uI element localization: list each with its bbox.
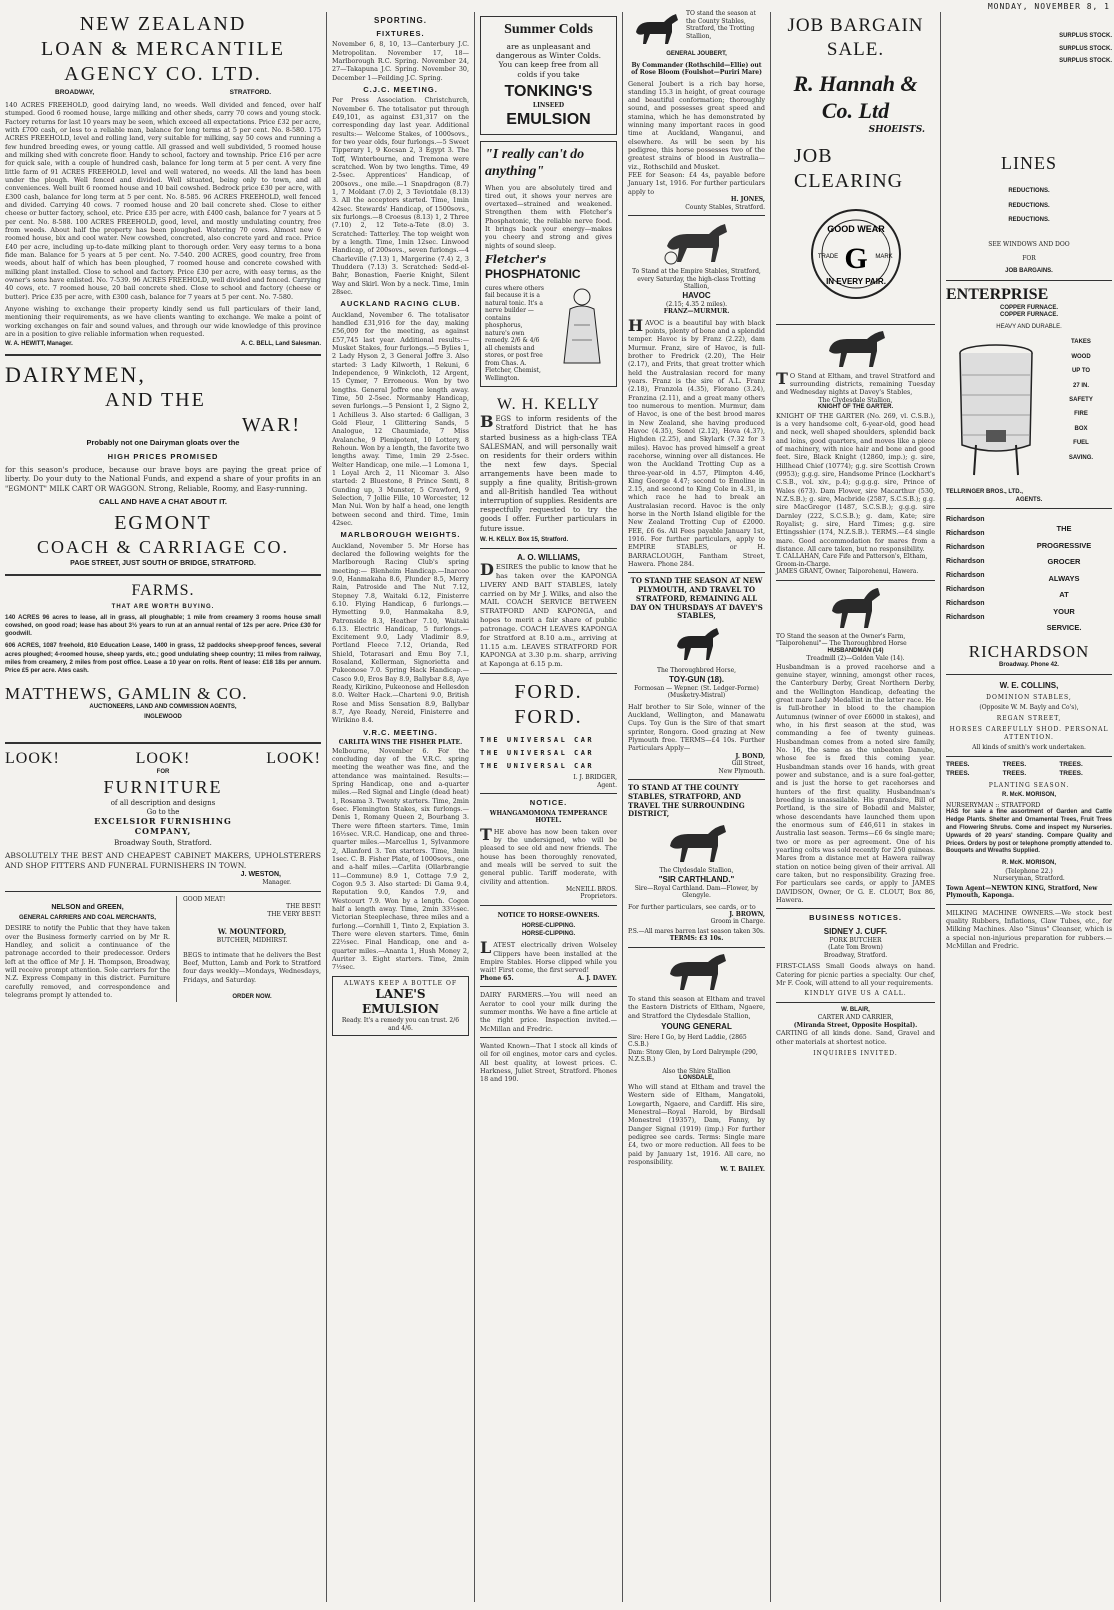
joubert-sig-2: County Stables, Stratford. — [685, 203, 765, 211]
whangamomona-sig: McNEILL BROS. — [565, 885, 617, 893]
stamp-mark: MARK — [874, 253, 893, 260]
vrc-heading: V.R.C. MEETING. — [363, 727, 438, 737]
trees-label: TREES. — [946, 769, 970, 777]
emulsion-title: EMULSION — [506, 110, 591, 128]
vrc-sub: CARLITA WINS THE FISHER PLATE. — [338, 739, 463, 747]
stamp-trade: TRADE — [817, 253, 838, 260]
phosphatonic-ad — [480, 141, 617, 388]
meat-name: W. MOUNTFORD, — [217, 927, 287, 937]
divider — [480, 793, 617, 794]
fixtures-heading: FIXTURES. — [376, 29, 425, 38]
dairymen-title-2: AND THE — [105, 389, 206, 412]
farms-listing-2: 606 ACRES, 1087 freehold, 810 Education Lease, 1400 in grass, 12 paddocks sheep-proof fences, several acres ploughed; 4-roomed house, sheep yards, etc.; good undulating sheep country; 11 miles from railway, miles from creamery, 2 miles from post office. Lease a 10 year on rolls. Rent of lease: £18 18s per annum. Price £5 per acre. Ates cash. — [5, 642, 321, 674]
reductions-3: REDUCTIONS. — [1008, 217, 1050, 224]
hannah-logo: R. Hannah & Co. Ltd — [793, 70, 918, 123]
joubert-desc: General Joubert is a rich bay horse, standing 15.3 in height, of great courage and beautiful conformation; thoroughly sound, and possesses great speed and stamina, which he has demonstrated by winning many important races in good time at Auckland, Wanganui, and elsewhere. As will be seen by his pedigree, this horse possesses two of the greatest strains of blood in Australia—viz., Rothschild and Musket. — [628, 79, 765, 171]
joubert-name: GENERAL JOUBERT, — [666, 51, 727, 57]
furniture-sub-2: Go to the — [146, 807, 180, 816]
horse-icon — [628, 10, 683, 48]
phos-name-1: Fletcher's — [485, 253, 547, 267]
dairymen-call: CALL AND HAVE A CHAT ABOUT IT. — [98, 497, 228, 507]
richardson-list — [946, 513, 1016, 637]
richardson-address: Broadway. Phone 42. — [999, 662, 1059, 669]
hannah-sub: SHOEISTS. — [868, 124, 925, 135]
richardson-item: Richardson — [946, 572, 985, 580]
blair-address: (Miranda Street, Opposite Hospital). — [793, 1021, 918, 1029]
column-3 — [475, 4, 622, 1606]
divider — [5, 742, 321, 744]
enterprise-sub-1: COPPER FURNACE. — [999, 304, 1058, 311]
divider — [946, 904, 1112, 905]
farms-sub: THAT ARE WORTH BUYING. — [111, 603, 215, 610]
enterprise-feature: UP TO — [1071, 368, 1091, 375]
divider — [628, 947, 765, 948]
copper-furnace-icon — [946, 335, 1046, 485]
clearing-title: CLEARING — [794, 169, 904, 192]
divider — [946, 508, 1112, 509]
carthland-head: TO STAND AT THE COUNTY STABLES, STRATFORD, AND TRAVEL THE SURROUNDING DISTRICT, — [628, 783, 745, 819]
horse-owners-notice: NOTICE TO HORSE-OWNERS. — [497, 911, 600, 919]
divider — [628, 572, 765, 573]
husbandman-name: HUSBANDMAN (14) — [827, 647, 884, 654]
divider — [480, 905, 617, 906]
wanted-known-ad: Wanted Known—That I stock all kinds of oil for oil engines, motor cars and cycles. All best quality, at lowest prices. C. Harkness, Juliet Street, Stratford. Phones 18 and 190. — [480, 1041, 617, 1084]
morison-sub: NURSERYMAN :: STRATFORD — [946, 801, 1041, 809]
meat-head-1: GOOD MEAT! — [183, 895, 226, 903]
young-general-intro: To stand this season at Eltham and travel the Eastern Districts of Eltham, Ngaere, and Stratford the Clydesdale Stallion, — [628, 994, 765, 1020]
carthland-ps: P.S.—All mares barren last season taken 30s. — [628, 927, 765, 935]
enterprise-side — [1050, 335, 1112, 485]
divider — [946, 674, 1112, 675]
cjc-body: Per Press Association. Christchurch, November 6. The totalisator put through £49,101, as against £31,317 on the corresponding day last year. Additional results:— Welcome Stakes, of 1000sovs., for two year olds, four furlongs.—5 Sweet Tipperary 1, 9 Kocsan 2, 3 Egypt 3. The Toff, Winterbourne, and Tremona were scratched. Won by two lengths. Time, 49 2-5sec. Apprentices' Handicap, of 200sovs., one mile.—1 Snapdragon (8.7) 1, 7 Moldant (7.0) 2, 3 Teviotdale (8.13) 3. All the acceptors started. Time, 1min 42sec. Stewards' Handicap, of 1500sovs., six furlongs.—8 Croesus (8.13) 1, 2 Three (7.10) 2, 12 Tete-a-Tete (8.0) 3. Scratched: Tatterley. The top weight won by a length. Time, 1min 12sec. Linwood Handicap, of 200sovs., seven furlongs.—4 Charleville (7.13) 1, Margerine (7.4) 2, 3 Thuddera (7.13) 3. Scratched: Sedd-el-Bahr, Bonastion, Faerie Knight, Silent Way and Skirl. Won by a neck. Time, 1min 28sec. — [332, 96, 469, 296]
young-general-sire: Sire: Here I Go, by Herd Laddie, (2865 C.S.B.) — [628, 1033, 747, 1049]
carthland-terms: TERMS: £3 10s. — [669, 935, 724, 943]
look-2: LOOK! — [135, 749, 191, 767]
lonsdale-intro: Also the Shire Stallion — [662, 1067, 731, 1075]
morison-body: HAS for sale a fine assortment of Garden and Cattle Hedge Plants. Shelter and Ornamental Trees, Fruit Trees and Flowering Shrubs. Come and inspect my Nurseries. Upwards of 20 years' standing. Compare Quality and Prices. Orders by post or telephone promptly attended to. Bouquets and Wreaths Supplied. — [946, 809, 1112, 855]
notice-heading: NOTICE. — [529, 798, 568, 808]
joubert-top — [628, 10, 765, 48]
toycun-body: Half brother to Sir Sole, winner of the Auckland, Wellington, and Manawatu Cups. Toy Gun is the Sire of that smart sprinter, Rongora. Good grazing at New Plymouth free. TERMS—£4 10s. Further Particulars Apply— — [628, 702, 765, 753]
masthead-date: MONDAY, NOVEMBER 8, 1 — [987, 2, 1110, 11]
blair-sub: CARTER AND CARRIER, — [817, 1014, 894, 1022]
column-5 — [771, 4, 940, 1606]
see-windows: SEE WINDOWS AND DOO — [988, 241, 1070, 249]
enterprise-feature: FIRE — [1074, 411, 1088, 418]
divider — [480, 673, 617, 674]
carthland-sig-2: Groom in Charge. — [710, 918, 765, 926]
carthland-body: For further particulars, see cards, or to — [628, 902, 756, 911]
toycun-pedigree: Formosan — Wepner. (St. Ledger-Forme) (Musketry-Mistral) — [634, 684, 759, 700]
enterprise-feature: BOX — [1074, 425, 1088, 432]
divider — [480, 1037, 617, 1038]
meat-ad — [183, 896, 321, 1002]
job-bargain-sale: SALE. — [826, 38, 885, 60]
trees-label: TREES. — [1059, 769, 1083, 777]
enterprise-sig: TELLRINGER BROS., LTD., — [946, 489, 1023, 496]
husbandman-body: Husbandman is a proved racehorse and a genuine stayer, winning, amongst other races, the Canterbury Derby, Great Northern Derby, and the Wellington Handicap, defeating the great mare Lady Medallist in the latter race. He is full-brother in blood to the champion Autumnus (winner of over £6000 in stakes), and who, in his first season at the stud, was commanding a fee of twenty guineas. Husbandman comes from a noted sire family, No. 16, the same as the unbeaten Danube, whose fee is fixed this coming year. Husbandman stands over 16 hands, with great power and substance, and is a sure foal-getter, and is just the horse to get racehorses and hunters of the first quality. Husbandman's breeding is unassailable. His grandsire, Bill of Portland, is the sire of Bobadil and Malster, whose descendants have launched them upon the enormous sum of £46,611 in stakes in Australia last season. Terms—£6 6s single mare; two or more as per agreement. One of his yearling colts was sold recently for 250 guineas. Mares from a distance met at Hawera railway station on notice being given of their arrival. All care taken, but no responsibility. Grazing free. For particulars see cards, or apply to JAMES DAVIDSON, Owner, Or G. E. CLOUT, Box 86, Hawera. — [776, 662, 935, 904]
nz-loan-signatures — [5, 341, 321, 349]
richardson-slogan: THE — [1056, 524, 1072, 534]
trees-label: TREES. — [1059, 760, 1083, 768]
nz-loan-location — [5, 87, 321, 101]
enterprise-sub-3: HEAVY AND DURABLE. — [996, 323, 1062, 330]
richardson-slogan: GROCER — [1047, 557, 1081, 567]
blair-inquiries: INQUIRIES INVITED. — [813, 1049, 898, 1057]
surplus-2: SURPLUS STOCK. — [1059, 45, 1112, 52]
marlborough-heading: MARLBOROUGH WEIGHTS. — [340, 530, 461, 540]
clipping-1: HORSE-CLIPPING. — [521, 923, 576, 930]
sporting-heading: SPORTING. — [373, 16, 427, 25]
colds-body: are as unpleasant and dangerous as Winter Colds. You can keep free from all colds if you take — [495, 41, 602, 79]
morison-name-2: R. McK. MORISON, — [1001, 860, 1056, 867]
dairymen-sub: Probably not one Dairyman gloats over the — [86, 438, 240, 448]
meat-order: ORDER NOW. — [232, 994, 272, 1001]
cuff-late: (Late Tom Brown) — [828, 944, 883, 952]
kelly-title: W. H. KELLY — [496, 396, 600, 414]
lanes-title: LANE'S EMULSION — [361, 987, 440, 1016]
ford-1: FORD. — [514, 681, 583, 704]
matthews-title: MATTHEWS, GAMLIN & CO. — [5, 683, 248, 703]
marlborough-body: Auckland, November 5. Mr Horse has declared the following weights for the Marlborough Racing Club's spring meeting:— Blenheim Handicap.—Inarcoo 9.0, Hanmakaha 8.6, Plunder 8.5, Merry Rain, Patroside and The Nut 7.12, Stepney 7.8, Waitaki 6.12, Finisterre 6.10. Flying Handicap, 6 furlongs.—Hymetting 9.0, Hanmakaha 8.9, Patronside 8.3, Heather 7.10, Waitaki 6.13. Electric Handicap, 5 furlongs.—Excitement 9.0, Lady Vladimir 8.9, Portland Fleece 7.12, Orianda, Red Shield, Totarasari and Emu Boy 7.1, Rosaland, Kellerman, Signorietta and Pukeonose 7.0. Spring Hack Handicap.—Casco 9.0, Eros Bay 8.9, Ballybar 8.8, Aye Ready, Kirikino, Pukeonose and Hellesdon 8.0. Welter Hack.—Charteni 9.0, British Rose and Miss Sensation 8.9, Ballybar 8.7, Aye Ready, Nereid, Finisterre and Wirikino 8.4. — [332, 541, 469, 725]
young-general-name: YOUNG GENERAL — [661, 1021, 732, 1031]
reductions-1: REDUCTIONS. — [1008, 188, 1050, 195]
enterprise-sub-2: COPPER FURNACE. — [999, 312, 1058, 319]
enterprise-feature: TAKES — [1071, 339, 1091, 346]
cjc-heading: C.J.C. MEETING. — [363, 85, 438, 95]
knight-horse-icon — [821, 329, 891, 369]
enterprise-feature: 27 IN. — [1072, 382, 1089, 389]
divider — [480, 548, 617, 549]
knight-sig: T. CALLAHAN, Care Fife and Patterson's, Eltham, Groom-in-Charge. — [776, 553, 928, 568]
lanes-emulsion-ad — [332, 976, 469, 1037]
universal-car-2: THE UNIVERSAL CAR — [480, 748, 595, 757]
furniture-body: ABSOLUTELY THE BEST AND CHEAPEST CABINET MAKERS, UPHOLSTERERS AND SHOP FITTERS AND FUNERAL FURNISHERS IN TOWN. — [5, 851, 321, 870]
job-title: JOB — [794, 144, 833, 167]
egmont-title: EGMONT — [114, 511, 212, 534]
arc-heading: AUCKLAND RACING CLUB. — [340, 299, 461, 309]
clipping-sig-row — [480, 975, 617, 983]
furniture-title: FURNITURE — [103, 777, 223, 798]
dairymen-title: DAIRYMEN, — [5, 361, 146, 387]
divider — [776, 908, 935, 909]
toycun-sig: J. BOND, — [735, 752, 765, 760]
planting-season: PLANTING SEASON. — [988, 781, 1070, 789]
fixtures-body: November 6, 8, 10, 13—Canterbury J.C. Metropolitan. November 17, 18—Marlborough R.C. Spring. November 24, 27—Takapuna J.C. Spring. November 30, December 1—Feilding J.C. Spring. — [332, 40, 469, 82]
blair-name: W. BLAIR, — [841, 1006, 870, 1013]
richardson-slogan: AT — [1059, 590, 1069, 600]
enterprise-body — [946, 335, 1112, 485]
kelly-body: BEGS to inform residents of the Stratford District that he has started business as a high-class TEA SALESMAN, and will personally wait on residents for their orders within the next few days. Special arrangements have been made to supply a fine quality, British-grown and all-British handled Tea without interruption of supplies. Residents are respectfully requested to try the goods I offer. Further particulars in future issue. — [480, 412, 617, 533]
richardson-slogan: PROGRESSIVE — [1036, 540, 1092, 550]
look-3: LOOK! — [266, 749, 321, 767]
column-1 — [0, 4, 326, 1606]
farms-listing-1: 140 ACRES 96 acres to lease, all in grass, all ploughable; 1 mile from creamery 3 rooms house small cowshed, on good road; lease has about 3½ years to run at an annual rental of 12s per acre. Price £30 for goodwill. — [5, 614, 321, 638]
richardson-block — [946, 513, 1112, 637]
joubert-fee: FEE for Season: £4 4s, payable before January 1st, 1916. For further particulars apply to — [628, 171, 765, 196]
enterprise-sig-2: AGENTS. — [1015, 496, 1043, 503]
furniture-sig-2: Manager. — [262, 879, 291, 887]
good-wear-trademark-icon — [806, 204, 906, 304]
richardson-title: RICHARDSON — [968, 641, 1090, 661]
divider — [5, 891, 321, 892]
ford-2: FORD. — [514, 706, 583, 729]
richardson-side — [1016, 513, 1112, 637]
richardson-slogan: YOUR — [1053, 606, 1075, 616]
phos-tag: cures where others fail because it is a natural tonic. It's a nerve builder — contains phosphorus, nature's own remedy. 2/6 & 4/6 all chemists and stores, or post free from Chas. A. Fletcher, Chemist, Wellington. — [485, 284, 544, 382]
egmont-title-2: COACH & CARRIAGE CO. — [36, 536, 290, 557]
havoc-name: HAVOC — [682, 290, 711, 300]
toycun-sig-3: New Plymouth. — [718, 767, 765, 775]
thoroughbred-horse-icon — [669, 624, 724, 664]
trees-label: TREES. — [1002, 760, 1027, 768]
richardson-item: Richardson — [946, 558, 985, 566]
clydesdale-horse-icon — [662, 822, 732, 864]
nelson-title: NELSON and GREEN, — [51, 903, 124, 911]
reductions-2: REDUCTIONS. — [1008, 202, 1050, 209]
bottom-ads-row — [5, 896, 321, 1002]
kelly-sig: W. H. KELLY. Box 15, Stratford. — [480, 536, 569, 543]
knight-intro: TO Stand at Eltham, and travel Stratford and surrounding districts, remaining Tuesday and Wednesday nights at Davey's Stables, — [776, 368, 935, 397]
column-2 — [327, 4, 474, 1606]
trotting-horse-icon — [657, 220, 737, 265]
whangamomona-body: THE above has now been taken over by the undersigned, who will be pleased to see old and new friends. The house has been thoroughly renovated, and meals will be served to suit the general public. Tariff moderate, with civility and attention. — [480, 824, 617, 886]
look-for: FOR — [156, 768, 170, 775]
trees-label: TREES. — [946, 760, 970, 768]
husbandman-pedigree: Treadmill (2)—Golden Vale (14). — [806, 655, 905, 663]
tonking-title: TONKING'S — [504, 83, 593, 100]
phos-quote: "I really can't do anything" — [485, 146, 585, 179]
for-label: FOR — [1022, 254, 1036, 262]
dairy-farmers-ad: DAIRY FARMERS.—You will need an Aerator to cool your milk during the summer months. We have a fine article at the right price. Inspection invited.—McMillan and Fredric. — [480, 991, 617, 1033]
nelson-sub: GENERAL CARRIERS AND COAL MERCHANTS, — [19, 914, 156, 921]
nz-loan-loc-left: BROADWAY, — [55, 89, 95, 96]
toycun-name: TOY-GUN (18). — [669, 674, 724, 684]
collins-sub: DOMINION STABLES, — [986, 693, 1072, 701]
joubert-pedigree: By Commander (Rothschild—Ellie) out of Rose Bloom (Foulshot—Puriri Mare) — [631, 61, 762, 76]
linseed: LINSEED — [532, 102, 565, 109]
milking-machine-ad: MILKING MACHINE OWNERS.—We stock best quality Rubbers, Inflations, Claw Tubes, etc., for Milking Machines. Also "Sinus" Cleanser, which is a special non-injurious preparation for rubbers.—McMillan and Fredric. — [946, 908, 1112, 951]
nz-loan-title-3: AGENCY CO. LTD. — [64, 63, 262, 85]
meat-head-2: THE BEST! — [286, 903, 321, 911]
enterprise-feature: WOOD — [1071, 353, 1091, 360]
enterprise-feature: FUEL — [1073, 440, 1089, 447]
williams-title: A. O. WILLIAMS, — [517, 553, 580, 563]
collins-street: REGAN STREET, — [996, 714, 1062, 722]
colds-title: Summer Colds — [504, 22, 593, 37]
look-1: LOOK! — [5, 749, 60, 767]
nz-loan-loc-right: STRATFORD. — [229, 89, 271, 96]
morison-agent: Town Agent—NEWTON KING, Stratford, New Plymouth, Kaponga. — [946, 884, 1098, 900]
furniture-company-2: COMPANY, — [134, 826, 192, 837]
toycun-sig-2: Gill Street, — [731, 760, 765, 768]
havoc-by: FRANZ—MURMUR. — [663, 308, 730, 316]
nz-loan-sig-left: W. A. HEWITT, Manager. — [5, 341, 73, 348]
knight-body: KNIGHT OF THE GARTER (No. 269, vl. C.S.B.), is a very handsome colt, 6-year-old, good head and neck, well shaped shoulders, splendid back and loins, good quarters, and moves like a piece of machinery, with nice hair and bone and good feet. Sire, Black Knight (12860, imp.); g. sire, Hillhead Chief (10774); g.g. sire Scottish Crown (9953); g.g.g. sire, Handsome Prince (Lockhart's C.S.B., vol. xiv., p.4); g.g.g.g. sire, Prince of Wales (673). Dam Flower, sire Macarthur (530, N.Z.S.B.); g. sire, Macbride (2587, S.C.S.B.); g.g. sire MacGregor (1487, S.C.S.B.); g.g.g. sire Darnley (222, S.C.S.B.); g. dam, Kate; sire Royalist; g. sire, Hard Times; g.g. sire Ettingsshier (174, N.Z.S.B.). TERMS.—£4 single mare. Good accommodation for mares from a distance. All care taken, but no responsibility. — [776, 411, 935, 553]
young-general-horse-icon — [662, 952, 732, 992]
nz-loan-sig-right: A. C. BELL, Land Salesman. — [240, 341, 321, 348]
furniture-sig: J. WESTON, — [240, 870, 281, 878]
dairymen-title-3: WAR! — [241, 414, 301, 437]
richardson-item: Richardson — [946, 614, 985, 622]
husbandman-intro: TO Stand the season at the Owner's Farm, "Taiporohenui"— The Thoroughbred Horse — [776, 632, 907, 648]
dairymen-body: for this season's produce, because our brave boys are paying the great price of liberty. Do your duty to the National Funds, and expend a share of your profits in an "EGMONT" MILK CART OR WAGGON. Strong, Reliable, Roomy, and Easy-running. — [5, 465, 321, 493]
collins-body-2: All kinds of smith's work undertaken. — [972, 744, 1086, 752]
divider — [946, 756, 1112, 757]
lonsdale-body: Who will stand at Eltham and travel the Western side of Eltham, Mangatoki, Lowgarth, Ngaere, and Cardiff. His sire, Menestral—Royal Harold, by Birdsall Monestrel (19357), Dam, Fanny, by Danger Signal (1919) (imp.) For further pedigree see cards. Terms: Single mare £4, two or more reduction. All fees to be paid by January 1st, 1916. All care, no responsibility. — [628, 1082, 765, 1166]
knight-name: KNIGHT OF THE GARTER. — [817, 404, 894, 411]
business-notices-heading: BUSINESS NOTICES. — [809, 913, 902, 923]
morison-tel: (Telephone 22.) — [1005, 867, 1053, 875]
toycun-head: TO STAND THE SEASON AT NEW PLYMOUTH, AND TRAVEL TO STRATFORD, REMAINING ALL DAY ON THURSDAYS AT DAVEY'S STABLES, — [630, 576, 763, 621]
cuff-sub: PORK BUTCHER — [829, 936, 882, 944]
dairymen-prices: HIGH PRICES PROMISED — [107, 451, 219, 461]
divider — [776, 324, 935, 325]
furniture-sub-1: of all description and designs — [110, 798, 216, 807]
williams-body: DESIRES the public to know that he has taken over the KAPONGA LIVERY AND BAIT STABLES, lately carried on by Mr J. Wilks, and also the MAIL COACH SERVICE BETWEEN STRATFORD AND KAPONGA, and hopes to merit a fair share of public patronage. COACH LEAVES KAPONGA for Stratford at 8.10 a.m., arriving at 11.15 a.m. LEAVES STRATFORD FOR KAPONGA at 3.30 p.m. sharp, arriving at Kaponga at 6.15 p.m. — [480, 560, 617, 669]
richardson-item: Richardson — [946, 600, 985, 608]
whangamomona-sig-2: Proprietors. — [580, 893, 617, 901]
blair-body: CARTING of all kinds done. Sand, Gravel and other materials at shortest notice. — [776, 1029, 935, 1046]
clipping-body: LATEST electrically driven Wolseley Clippers have been installed at the Empire Stables. Horse clipped while you wait! First come, the first served! — [480, 938, 617, 975]
morison-location: Nurseryman, Stratford. — [993, 875, 1065, 883]
knight-label: The Clydesdale Stallion, — [818, 396, 893, 404]
nz-loan-listings: 140 ACRES FREEHOLD, good dairying land, no weeds. Well divided and fenced, over half stumped. Good 6 roomed house, large milking and other sheds, carry 70 cows and young stock. Factory returns for last 10 years may be seen, which exceed all expectations. Price £32 per acre, with £700 cash, or less to a reliable man, balance for long terms at 5 per cent. No. 8-580. 175 ACRES FREEHOLD, level and rolling land, very suitable for milking, say 50 cows and running a few hundred breeding ewes, or young cattle. All grassed and well subdivided, 5 roomed house and milking shed with concrete floor. Handy to school, factory and township. Price £16 per acre for quick sale, with a couple of hundred cash, balance for long term at 5 per cent. A very fine little farm of 91 ACRES FREEHOLD, level and well watered, no weeds. All the land has been under the plough. Well fenced and divided. Well situated, being only to town, and all conveniences. Well built 6 roomed house and 10 bail cowshed. Bedrock price £30 per acre, with £300 cash, balance for long term at 5 per cent. No. 8-585. 96 ACRES FREEHOLD, well fenced and divided. Carrying 40 cows. 7 roomed house and 20 bail concrete shed. Close to either cheese or butter factory, school, etc. Price £35 per acre, with £400 cash, balance for 7 years at 5 per cent. No. 8-588. 100 ACRES FREEHOLD, good, level, and mostly undulating country, free from weeds. About half the property has been ploughed. Watering 70 cows. Almost new 6 roomed house, bix and cool water. New cowshed, concreted, also concrete yard and race. Price £40 per acre, including up-to-date milking plant to thorough order. Very easy terms to a bona fide man. Balance for 5 years at 5 per cent. No. 7-540. 200 ACRES, good country, free from weeds, about half of which has been ploughed, 7 roomed house and concrete cowshed with milking plant installed. Close to school and factory. Price £30 per acre, with easy terms, as the owner's sons have enlisted. No. 7-539. 96 ACRES FREEHOLD, well divided and fenced. Carrying 40 cows, etc. 7 roomed house, 20 bail concrete shed. Close to school and factory (cheese or butter). Price £35 per acre, with £300 cash, balance for 7 years at 5 per cent. No. 7-580. — [5, 101, 321, 301]
stamp-top: GOOD WEAR — [826, 223, 885, 234]
ford-sig: I. J. BRIDGER, — [573, 774, 617, 782]
meat-head-3: THE VERY BEST! — [267, 910, 321, 918]
joubert-sig: H. JONES, — [730, 196, 765, 204]
universal-car-3: THE UNIVERSAL CAR — [480, 761, 595, 770]
collins-body: HORSES CAREFULLY SHOD. PERSONAL ATTENTION. — [949, 726, 1109, 741]
richardson-item: Richardson — [946, 586, 985, 594]
vrc-body: Melbourne, November 6. For the concluding day of the V.R.C. spring meeting the weather was fine, and the attendance was maintained. Results:— Spring Handicap, one and a-quarter miles.—Red Signal and Lingle (dead heat) 1, Rosama 3. Twenty starters. Time, 2min 6sec. Flemington Stakes, six furlongs.—Denis 1, Romany Queen 2, Bourbang 3. There were fifteen starters. Time, 1min 16½sec. V.R.C. Handicap, one and three-quarter miles.—Marcellus 1, Sylvanmore 2, Allanford 3. Ten starters. Time, 3min 1sec. C. B. Fisher Plate, of 1000sovs., one and a-half miles.—Carlita (Ollarbrangie 11—Commune) 8.9 1, Cottage 7.9 2, Cogon 9.5 3. Also started: Di Gama 9.4, Reputation 9.0, Kandos 7.9, and Westcourt 7.9. Won by a length. Cogon half a length away. Time, 2min 33½sec. Victorian Steeplechase, three miles and a furlong.—Cornhill 1, Tinto 2, Expiation 3. There were eleven starters. Time, 6min 22½sec. Final Handicap, one and a-quarter miles.—Ananta 1, Hush Money 2, Auriter 3. Eight starters. Time, 2min 7½sec. — [332, 746, 469, 972]
column-6 — [941, 4, 1114, 1606]
carthland-pedigree: Sire—Royal Carthland. Dam—Flower, by Glengyle. — [634, 884, 759, 900]
column-4 — [623, 4, 770, 1606]
nelson-body: DESIRE to notify the Public that they have taken over the Business formerly carried on by Mr R. Handley, and solicit a continuance of the patronage accorded to their predecessor. Orders left at the office of Mr J. H. Thompson, Broadway, will receive prompt attention. Sole carriers for the N.Z. Express Company in this district. Furniture carefully removed, and correspondence and telegrams prompt ly attended to. — [5, 924, 170, 999]
divider — [5, 354, 321, 356]
phos-body: When you are absolutely tired and tired out, it shows your nerves are overtaxed—strained and weakened. Strengthen them with Fletcher's Phosphatonic, the reliable nerve food. It brings back your energy—makes you cheery and strong and gives nights of sound sleep. — [485, 183, 612, 250]
job-bargain-title: JOB BARGAIN — [787, 15, 924, 36]
havoc-intro: To Stand at the Empire Stables, Stratford, every Saturday, the high-class Trotting Stallion, — [632, 268, 761, 291]
richardson-item: Richardson — [946, 516, 985, 524]
job-bargains-label: JOB BARGAINS. — [1005, 268, 1053, 275]
clipping-2: HORSE-CLIPPING. — [521, 930, 576, 937]
divider — [628, 779, 765, 780]
richardson-item: Richardson — [946, 530, 985, 538]
clipping-sig: A. J. DAVEY. — [577, 974, 617, 982]
lines-title: LINES — [1001, 152, 1057, 173]
cuff-name: SIDNEY J. CUFF. — [823, 926, 888, 936]
whangamomona-title: WHANGAMOMONA TEMPERANCE HOTEL. — [489, 809, 608, 825]
cuff-call: KINDLY GIVE US A CALL. — [804, 990, 907, 998]
cuff-body: FIRST-CLASS Small Goods always on hand. Catering for picnic parties a specialty. Our chef, Mr F. Cook, will attend to all your requirements. — [776, 962, 935, 987]
furniture-address: Broadway South, Stratford. — [114, 839, 212, 848]
divider — [628, 215, 765, 216]
svg-text:G: G — [843, 241, 868, 275]
surplus-1: SURPLUS STOCK. — [1059, 33, 1112, 39]
young-general-dam: Dam: Stony Glen, by Lord Dalrymple (290, N.Z.S.B.) — [628, 1048, 758, 1064]
nz-loan-title-2: LOAN & MERCANTILE — [41, 38, 285, 60]
collins-opposite: (Opposite W. M. Bayly and Co's), — [979, 704, 1079, 712]
matthews-sub: AUCTIONEERS, LAND AND COMMISSION AGENTS, — [89, 703, 237, 710]
richardson-item: Richardson — [946, 544, 985, 552]
richardson-slogan: SERVICE. — [1046, 623, 1082, 633]
nz-loan-title: NEW ZEALAND — [79, 13, 247, 35]
divider — [776, 580, 935, 581]
surplus-3: SURPLUS STOCK. — [1059, 58, 1112, 65]
morison-name: R. McK. MORISON, — [1001, 792, 1056, 799]
farms-title: FARMS. — [131, 581, 195, 599]
ford-sig-2: Agent. — [597, 781, 617, 789]
matthews-location: INGLEWOOD — [144, 714, 182, 721]
carthland-label: The Clydesdale Stallion, — [659, 867, 734, 875]
havoc-record: (2.15; 4.35 2 miles). — [665, 300, 728, 308]
carthland-sig: J. BROWN, — [729, 910, 765, 918]
divider — [5, 574, 321, 576]
meat-body: BEGS to intimate that he delivers the Best Beef, Mutton, Lamb and Pork to Stratford four days weekly—Mondays, Wednesdays, Fridays, and Saturday. — [183, 950, 321, 984]
clipping-phone: Phone 65. — [480, 974, 514, 982]
cuff-location: Broadway, Stratford. — [823, 951, 888, 959]
woman-illustration-icon — [552, 285, 612, 365]
stamp-bottom: IN EVERY PAIR. — [825, 276, 886, 286]
summer-colds-ad — [480, 16, 617, 135]
havoc-body: HAVOC is a beautiful bay with black points, plenty of bone and a splendid temper. Havoc is by Franz (2.22), dam Murmur. Franz, sire of Havoc, is full-brother to Fredrick (2.20), The Heir (2.17), and Frits, that great trotter which held the Australasian record for many years. Franz is the sire of A.L. Franz (2.18), Franzola (4.35), Florano (3.24), Franzina (2.11), and a great many others too numerous to mention. Murmur, dam of Havoc, is one of the best brood mares in New Zealand, she having produced Havoc (4.35), Sonol (2.12), Hova (4.37), Highden (2.25), and Skylark (7.32 for 3 miles). Havoc has proved himself a great racehorse, winning over all distances. He won the Auckland Trotting Cup as a three-year-old in 4.57, Plimpton 4.46, King George 4.47; second to Emoline in 2.15, and second to King Cole in 4.31, in which race he had to break an Australasian record. Havoc is the only horse in the North Island eligible for the New Zealand Trotting Cup of £2000. FEE, £6 6s. All Fees payable January 1st, 1916. For further particulars, apply to EMPIRE STABLES, or H. BARRACLOUGH, Fantham Street, Hawera. Phone 284. — [628, 315, 765, 569]
divider — [946, 280, 1112, 281]
arc-body: Auckland, November 6. The totalisator handled £31,916 for the day, making £56,009 for the meeting, as against £57,745 last year. Additional results:— Musket Stakes, four furlongs.—5 Bylies 1, 2 Lady Hyson 2, 3 General Joffre 3. Also started: 3 Lady Kilworth, 1 Rekuni, 6 Independence, 9 Winkcloth, 12 Argent, 15 Cymer, 7 Erroneous. Won by two lengths. General Joffre one length away. Time, 50 2-5sec. Normanby Handicap, seven furlongs.—5 Pensiont 1, 2 Signo 2, 1 Achilleus 3. Also started: 6 Galligan, 3 Gold Fleur, 1 Glittering Sands, 5 Analogue, 12 Chaumiade, 7 Miss Avalanche, 9 Plenipotent, 10 Lottery, 8 Rehoun. Won by a length, the favorite two lengths away. Time, 1min 29 2-5sec. Welter Handicap, one mile.—1 Lomona 1, 1 Loyal Arch 2, 11 Nicomar 3. Also started: 2 Bluestone, 8 Prince Senti, 8 Gunding up, 3 Munster, 5 Crawford, 9 Selection, 7 Jollie Fille, 10 Worcester, 12 Man Nui. Won by half a head, one length between second and third. Time, 1min 42sec. — [332, 310, 469, 527]
husbandman-horse-icon — [826, 585, 886, 630]
divider — [176, 896, 177, 1002]
lonsdale-sig: W. T. BAILEY. — [720, 1166, 765, 1174]
divider — [776, 1002, 935, 1003]
furniture-company: EXCELSIOR FURNISHING — [94, 816, 232, 827]
nz-loan-note: Anyone wishing to exchange their property kindly send us full particulars of their land, mentioning their requirements, as we have clients wanting to exchange. We make a point of working exchanges on fair and sound values, and through our wide knowledge of this province are in a position to give reliable information when requested. — [5, 305, 321, 338]
nelson-ad — [5, 896, 170, 1002]
carthland-name: "SIR CARTHLAND." — [658, 874, 735, 884]
look-row — [5, 749, 321, 769]
collins-name: W. E. COLLINS, — [999, 680, 1059, 690]
richardson-slogan: ALWAYS — [1048, 573, 1080, 583]
joubert-intro: TO stand the season at the County Stables, Stratford, the Trotting Stallion, — [686, 10, 756, 40]
lanes-top: ALWAYS KEEP A BOTTLE OF — [343, 979, 458, 987]
universal-car-1: THE UNIVERSAL CAR — [480, 736, 595, 745]
lonsdale-name: LONSDALE, — [679, 1075, 714, 1082]
trees-grid — [946, 761, 1112, 778]
phos-lower — [485, 285, 612, 383]
enterprise-feature: SAVING. — [1068, 454, 1094, 461]
enterprise-title: ENTERPRISE — [946, 285, 1049, 303]
toycun-label: The Thoroughbred Horse, — [656, 667, 737, 675]
knight-owner: JAMES GRANT, Owner, Taiporohenui, Hawera. — [776, 568, 919, 576]
phos-name-2: PHOSPHATONIC — [485, 266, 581, 281]
egmont-address: PAGE STREET, JUST SOUTH OF BRIDGE, STRATFORD. — [70, 560, 256, 568]
trees-label: TREES. — [1002, 769, 1027, 777]
enterprise-feature: SAFETY — [1069, 397, 1093, 404]
lanes-sub: Ready. It's a remedy you can trust. 2/6 and 4/6. — [341, 1017, 460, 1032]
divider — [480, 986, 617, 987]
meat-sub: BUTCHER, MIDHIRST. — [216, 937, 288, 945]
